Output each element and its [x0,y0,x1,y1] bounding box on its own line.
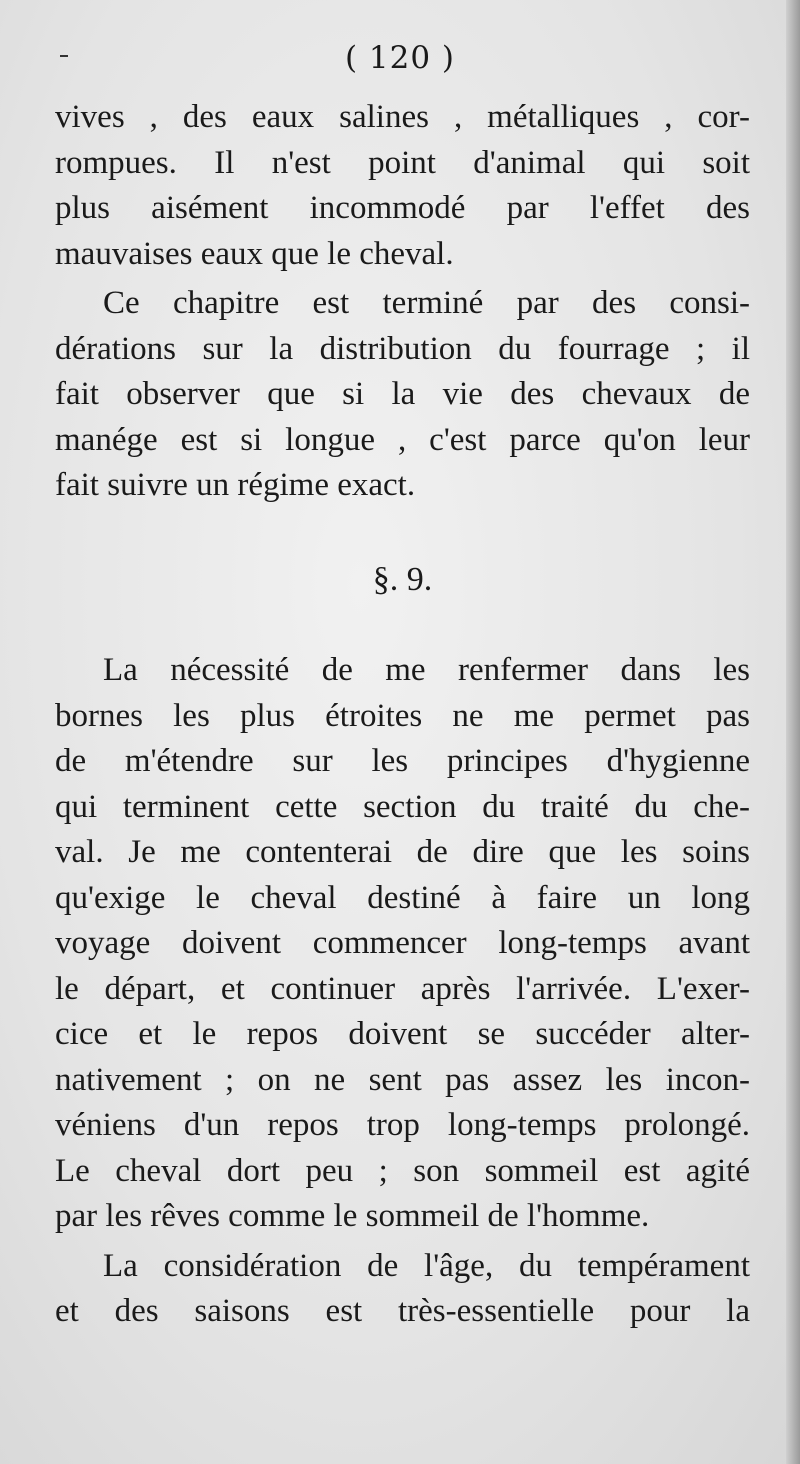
text-line: vives , des eaux salines , métalliques , cor- [55,99,750,135]
text-line: qui terminent cette section du traité du che- [55,788,750,825]
paragraph-2 [55,281,750,509]
text-line: plus aisément incommodé par l'effet des [55,190,750,226]
text-line: val. Je me contenterai de dire que les soins [55,834,750,870]
page-number: ( 120 ) [344,40,456,76]
text-line: bornes les plus étroites ne me permet pas [55,697,750,734]
text-line: par les rêves comme le sommeil de l'homme. [55,1198,650,1234]
text-line: cice et le repos doivent se succéder alter- [55,1016,750,1052]
text-line: fait observer que si la vie des chevaux de [55,376,750,412]
text-line: Le cheval dort peu ; son sommeil est agité [55,1152,750,1189]
text-line: nativement ; on ne sent pas assez les incon- [55,1061,750,1098]
text-line: La nécessité de me renfermer dans les [103,652,750,688]
text-line: et des saisons est très-essentielle pour la [55,1293,750,1329]
paragraph-3 [55,648,750,1240]
paragraph-1 [55,95,750,277]
text-line: La considération de l'âge, du tempérament [103,1247,750,1284]
text-line: Ce chapitre est terminé par des consi- [103,285,750,321]
text-line: de m'étendre sur les principes d'hygienne [55,743,750,779]
text-line: le départ, et continuer après l'arrivée. L'exer- [55,970,750,1007]
page-edge-shadow [786,0,800,1464]
text-line: qu'exige le cheval destiné à faire un long [55,879,750,916]
text-line: voyage doivent commencer long-temps avant [55,925,750,961]
text-line: manége est si longue , c'est parce qu'on leur [55,421,750,458]
text-line: rompues. Il n'est point d'animal qui soit [55,144,750,181]
text-line: mauvaises eaux que le cheval. [55,235,454,272]
page-body [55,95,750,1335]
text-line: fait suivre un régime exact. [55,467,416,503]
text-line: dérations sur la distribution du fourrage ; il [55,330,750,367]
text-line: véniens d'un repos trop long-temps prolongé. [55,1107,750,1143]
paragraph-4 [55,1244,750,1335]
section-heading: §. 9. [372,560,433,598]
